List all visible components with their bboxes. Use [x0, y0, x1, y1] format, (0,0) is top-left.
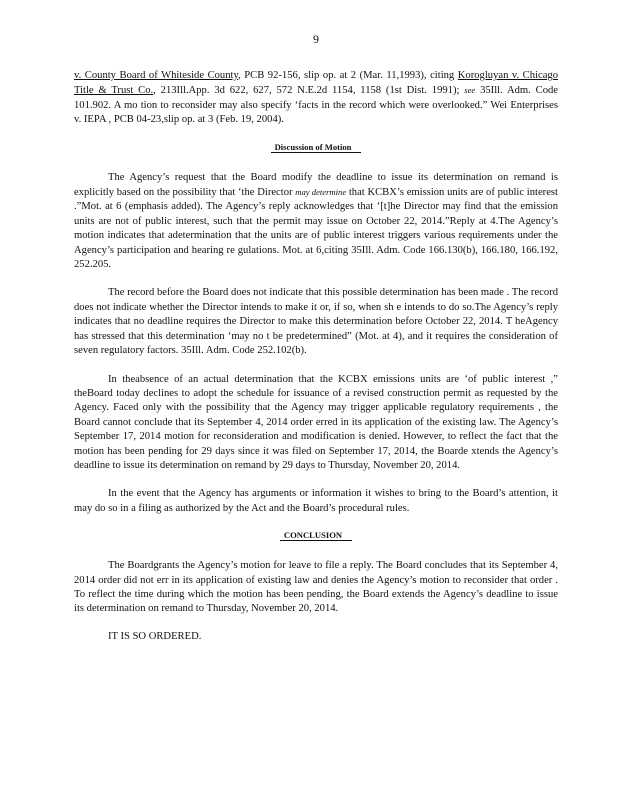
page-number: 9 [313, 32, 319, 46]
emphasis-text: may determine [295, 187, 347, 198]
paragraph-absence: In theabsence of an actual determination that the KCBX emissions units are ‘of public interest ,” theBoard today declines to adopt the schedule for issuance of a revised construction permit as requested by the Agency. Faced only with the possibility that the Agency may trigger applicable regulatory requirements , the Board cannot conclude that its September 4, 2014 order erred in its application of the existing law. The Agency’s September 17, 2014 motion for reconsideration and modification is denied. However, to reflect the fact that the motion has been pending for 29 days since it was filed on September 17, 2014, the Boarde xtends the Agency’s deadline to issue its determination on remand by 29 days to Thursday, November 20, 2014. [74, 373, 558, 471]
case-name: v. County Board of Whiteside County [74, 70, 239, 81]
paragraph-conclusion: The Boardgrants the Agency’s motion for leave to file a reply. The Board concludes that its September 4, 2014 order did not err in its application of existing law and denies the Agency’s motion to reconsider that order . To reflect the time during which the motion has been pending, the Board extends the Agency’s deadline to issue its determination on remand to Thursday, November 20, 2014. [74, 560, 558, 615]
section-heading-discussion: Discussion of Motion [74, 142, 558, 153]
paragraph-agency-request: The Agency’s request that the Board modify the deadline to issue its determination on remand is explicitly based on the possibility that ‘the Director may determine that KCBX’s emission units are of public interest .”Mot. at 6 (emphasis added). The Agency’s reply acknowledges that ‘[t]he Director may find that the emission units are not of public interest, such that the permit may issue on October 22, 2014.”Reply at 4.The Agency’s motion indicates that adetermination that the units are of public interest triggers various requirements under the Agency’s participation and hearing re gulations. Mot. at 6,citing 35Ill. Adm. Code 166.130(b), 166.180, 166.192, 252.205. [74, 171, 558, 271]
case-name: Korogluyan v. Chicago Title & Trust Co. [74, 70, 558, 97]
order-statement: IT IS SO ORDERED. [108, 630, 202, 642]
citation-text: , 213Ill.App. 3d 622, 627, 572 N.E.2d 1154, 1158 (1st Dist. 1991); [153, 85, 465, 97]
citation-text: , PCB 92-156, slip op. at 2 (Mar. 11,1993), citing [238, 70, 458, 81]
paragraph-event: In the event that the Agency has arguments or information it wishes to bring to the Board’s attention, it may do so in a filing as authorized by the Act and the Board’s procedural rules. [74, 488, 558, 514]
signal-see: see [464, 85, 476, 96]
paragraph-citation [74, 69, 558, 128]
paragraph-record: The record before the Board does not indicate that this possible determination has been made . The record does not indicate whether the Director intends to make it or, if so, when sh e intends to do so.The Agency’s reply indicates that no deadline requires the Director to make this determination before October 22, 2014. T heAgency has stressed that this determination ‘may no t be predetermined” (Mot. at 4), and it requires the consideration of seven regulatory factors. 35Ill. Adm. Code 252.102(b). [74, 287, 558, 357]
section-heading-conclusion: CONCLUSION [74, 530, 558, 541]
citation-text: 35Ill. Adm. Code 101.902. A mo tion to reconsider may also specify ‘facts in the record which were overlooked.” Wei Enterprises v. IEPA , PCB 04-23,slip op. at 3 (Feb. 19, 2004). [74, 85, 559, 126]
